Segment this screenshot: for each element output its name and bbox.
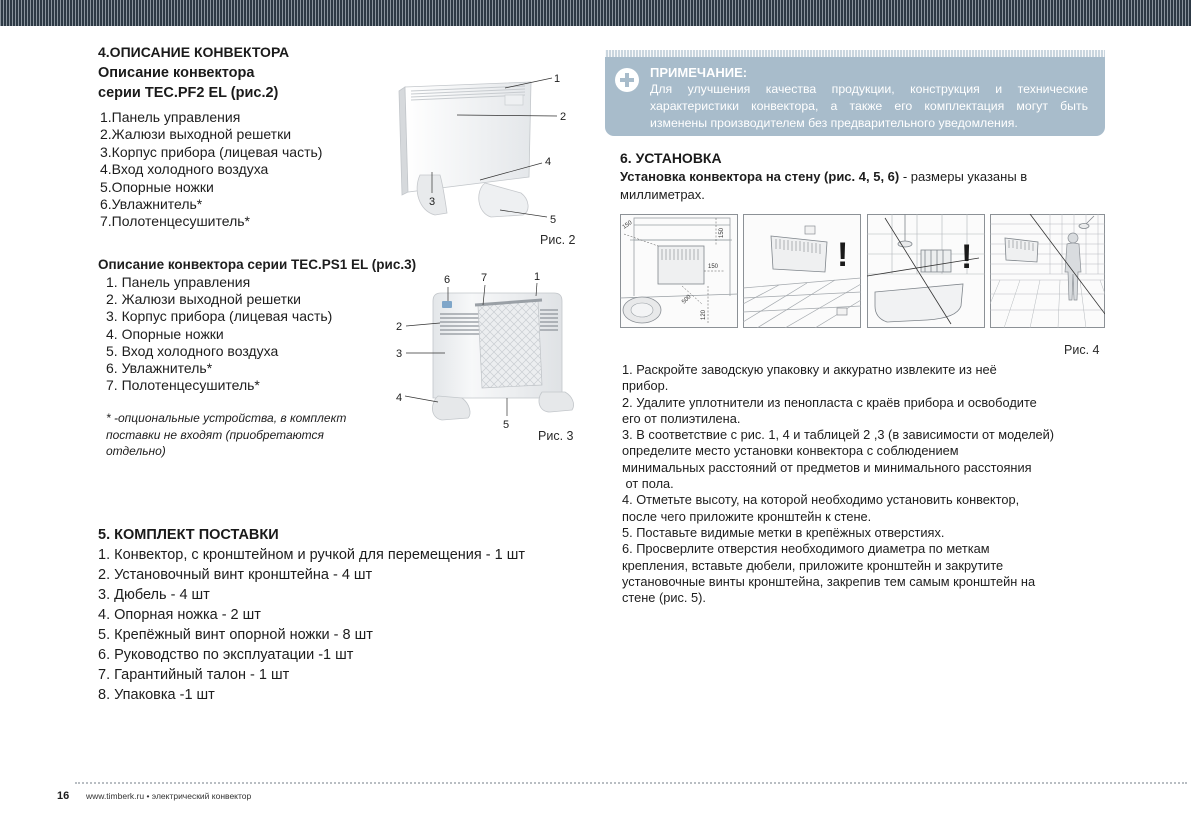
subtitle-rest: - размеры указаны в bbox=[899, 169, 1028, 184]
pf2-heading bbox=[98, 63, 278, 103]
figure-4-panel-shower-zone bbox=[990, 214, 1105, 328]
pf2-control-panel bbox=[505, 95, 523, 105]
ps1-humidifier bbox=[442, 301, 452, 308]
callout-label: 2 bbox=[560, 111, 567, 123]
list-item: 7.Полотенцесушитель* bbox=[100, 213, 250, 230]
list-item: 6. Руководство по эксплуатации -1 шт bbox=[98, 647, 354, 663]
list-item: 7. Гарантийный талон - 1 шт bbox=[98, 667, 290, 683]
list-item: 1. Панель управления bbox=[106, 274, 251, 290]
towel-rail bbox=[921, 250, 951, 272]
step-line: стене (рис. 5). bbox=[622, 590, 706, 606]
callout-label: 3 bbox=[396, 348, 403, 360]
pf2-right-foot bbox=[479, 183, 528, 217]
note-title: ПРИМЕЧАНИЕ: bbox=[650, 65, 748, 80]
figure-3-convector-ps1 bbox=[390, 268, 580, 433]
step-line: его от полиэтилена. bbox=[622, 410, 741, 426]
top-decorative-band bbox=[0, 0, 1191, 26]
callout-label: 4 bbox=[545, 156, 552, 168]
ps1-towel-dryer bbox=[478, 301, 542, 388]
section-6-title: 6. УСТАНОВКА bbox=[620, 150, 722, 166]
list-item: 3. Дюбель - 4 шт bbox=[98, 587, 210, 603]
list-item: 4. Опорные ножки bbox=[106, 325, 224, 342]
dimension-label: 150 bbox=[621, 219, 634, 231]
figure-2-caption: Рис. 2 bbox=[540, 233, 576, 247]
power-outlet bbox=[837, 308, 847, 315]
figure-4-panel-bathroom bbox=[867, 214, 985, 328]
warning-mark: ! bbox=[961, 238, 973, 276]
figure-4-panel-clearances bbox=[620, 214, 738, 328]
callout-label: 2 bbox=[396, 321, 403, 333]
step-line: после чего приложите кронштейн к стене. bbox=[622, 508, 872, 524]
list-item: 1. Конвектор, с кронштейном и ручкой для перемещения - 1 шт bbox=[98, 547, 525, 563]
list-item: 2. Установочный винт кронштейна - 4 шт bbox=[98, 567, 373, 583]
step-line: крепления, вставьте дюбели, приложите кронштейн и закрутите bbox=[622, 557, 1004, 573]
step-line: минимальных расстояний от предметов и минимального расстояния bbox=[622, 459, 1032, 475]
step-line: 2. Удалите уплотнители из пенопласта с краёв прибора и освободите bbox=[622, 394, 1037, 410]
step-line: 4. Отметьте высоту, на которой необходимо установить конвектор, bbox=[622, 492, 1020, 508]
step-line: 6. Просверлите отверстия необходимого диаметра по меткам bbox=[622, 541, 990, 557]
page-number: 16 bbox=[57, 790, 70, 802]
list-item: 5.Опорные ножки bbox=[100, 178, 214, 195]
footnote-line: * -опциональные устройства, в комплект bbox=[106, 411, 347, 425]
step-line: от пола. bbox=[622, 476, 674, 492]
list-item: 5. Крепёжный винт опорной ножки - 8 шт bbox=[98, 627, 373, 643]
footnote-line: поставки не входят (приобретаются bbox=[106, 427, 324, 442]
list-item: 6.Увлажнитель* bbox=[100, 196, 203, 213]
step-line: определите место установки конвектора с соблюдением bbox=[622, 443, 959, 459]
callout-label: 1 bbox=[554, 73, 561, 85]
footnote-line: отдельно) bbox=[106, 444, 166, 458]
ps1-heading: Описание конвектора серии TEC.PS1 EL (рис.3) bbox=[98, 257, 417, 272]
list-item: 4. Опорная ножка - 2 шт bbox=[98, 607, 261, 623]
list-item: 6. Увлажнитель* bbox=[106, 360, 213, 377]
plus-circle-icon bbox=[615, 68, 639, 92]
subtitle-line: миллиметрах. bbox=[620, 187, 705, 202]
dimension-label: 120 bbox=[701, 309, 707, 320]
thermostat bbox=[805, 226, 815, 234]
convector bbox=[771, 236, 827, 272]
ps1-left-foot bbox=[432, 396, 470, 420]
figure-2-convector-pf2 bbox=[395, 65, 580, 230]
figure-4-panel-wall-mount bbox=[743, 214, 861, 328]
list-item: 5. Вход холодного воздуха bbox=[106, 342, 279, 359]
callout-label: 7 bbox=[481, 272, 488, 284]
note-line: Для улучшения качества продукции, конструкция и технические bbox=[650, 82, 1088, 96]
optional-devices-footnote bbox=[106, 410, 346, 460]
warning-mark: ! bbox=[837, 236, 849, 274]
note-text bbox=[650, 81, 1088, 132]
step-line: 1. Раскройте заводскую упаковку и аккуратно извлеките из неё bbox=[622, 362, 997, 377]
section-5-title: 5. КОМПЛЕКТ ПОСТАВКИ bbox=[98, 527, 279, 543]
note-line: изменены производителем без предварительного уведомления. bbox=[650, 116, 1018, 130]
callout-label: 5 bbox=[550, 214, 557, 226]
list-item: 7. Полотенцесушитель* bbox=[106, 377, 260, 394]
note-box-top-strip bbox=[605, 50, 1105, 57]
step-line: 5. Поставьте видимые метки в крепёжных отверстиях. bbox=[622, 524, 945, 540]
list-item: 8. Упаковка -1 шт bbox=[98, 687, 215, 703]
figure-3-caption: Рис. 3 bbox=[538, 429, 574, 443]
list-item: 2. Жалюзи выходной решетки bbox=[106, 291, 301, 308]
callout-label: 4 bbox=[396, 392, 403, 404]
list-item: 4.Вход холодного воздуха bbox=[100, 161, 269, 178]
list-item: 3. Корпус прибора (лицевая часть) bbox=[106, 308, 333, 325]
figure-4-caption: Рис. 4 bbox=[1064, 343, 1100, 357]
step-line: установочные винты кронштейна, закрепив тем самым кронштейн на bbox=[622, 573, 1036, 589]
callout-label: 6 bbox=[444, 274, 451, 286]
section-6-subtitle bbox=[620, 168, 1027, 204]
pf2-heading-line: серии TEC.PF2 EL (рис.2) bbox=[98, 85, 279, 101]
dimension-label: 150 bbox=[719, 227, 725, 238]
section-4-title: 4.ОПИСАНИЕ КОНВЕКТОРА bbox=[98, 44, 290, 60]
ps1-right-foot bbox=[539, 392, 574, 412]
note-line: характеристики конвектора, а также его комплектация могут быть bbox=[650, 99, 1088, 113]
dimension-label: 500 bbox=[681, 294, 693, 306]
ps1-parts-list bbox=[106, 274, 332, 394]
callout-label: 3 bbox=[429, 196, 436, 208]
list-item: 3.Корпус прибора (лицевая часть) bbox=[100, 143, 323, 160]
footer-dotted-rule bbox=[75, 782, 1187, 784]
step-line: 3. В соответствие с рис. 1, 4 и таблицей 2 ,3 (в зависимости от моделей) bbox=[622, 427, 1055, 443]
step-line: прибор. bbox=[622, 378, 669, 394]
list-item: 2.Жалюзи выходной решетки bbox=[100, 126, 292, 143]
pf2-heading-line: Описание конвектора bbox=[98, 65, 255, 81]
installation-steps bbox=[622, 362, 1054, 606]
convector bbox=[658, 246, 704, 284]
callout-label: 5 bbox=[503, 419, 510, 431]
callout-label: 1 bbox=[534, 271, 541, 283]
subtitle-line bbox=[620, 168, 1027, 186]
subtitle-bold: Установка конвектора на стену (рис. 4, 5, 6) bbox=[620, 169, 900, 184]
dimension-label: 150 bbox=[708, 264, 719, 270]
list-item: 1.Панель управления bbox=[100, 109, 241, 125]
pf2-parts-list bbox=[100, 109, 322, 231]
footer-site-text: www.timberk.ru • электрический конвектор bbox=[86, 791, 252, 801]
delivery-kit-list bbox=[98, 545, 525, 705]
